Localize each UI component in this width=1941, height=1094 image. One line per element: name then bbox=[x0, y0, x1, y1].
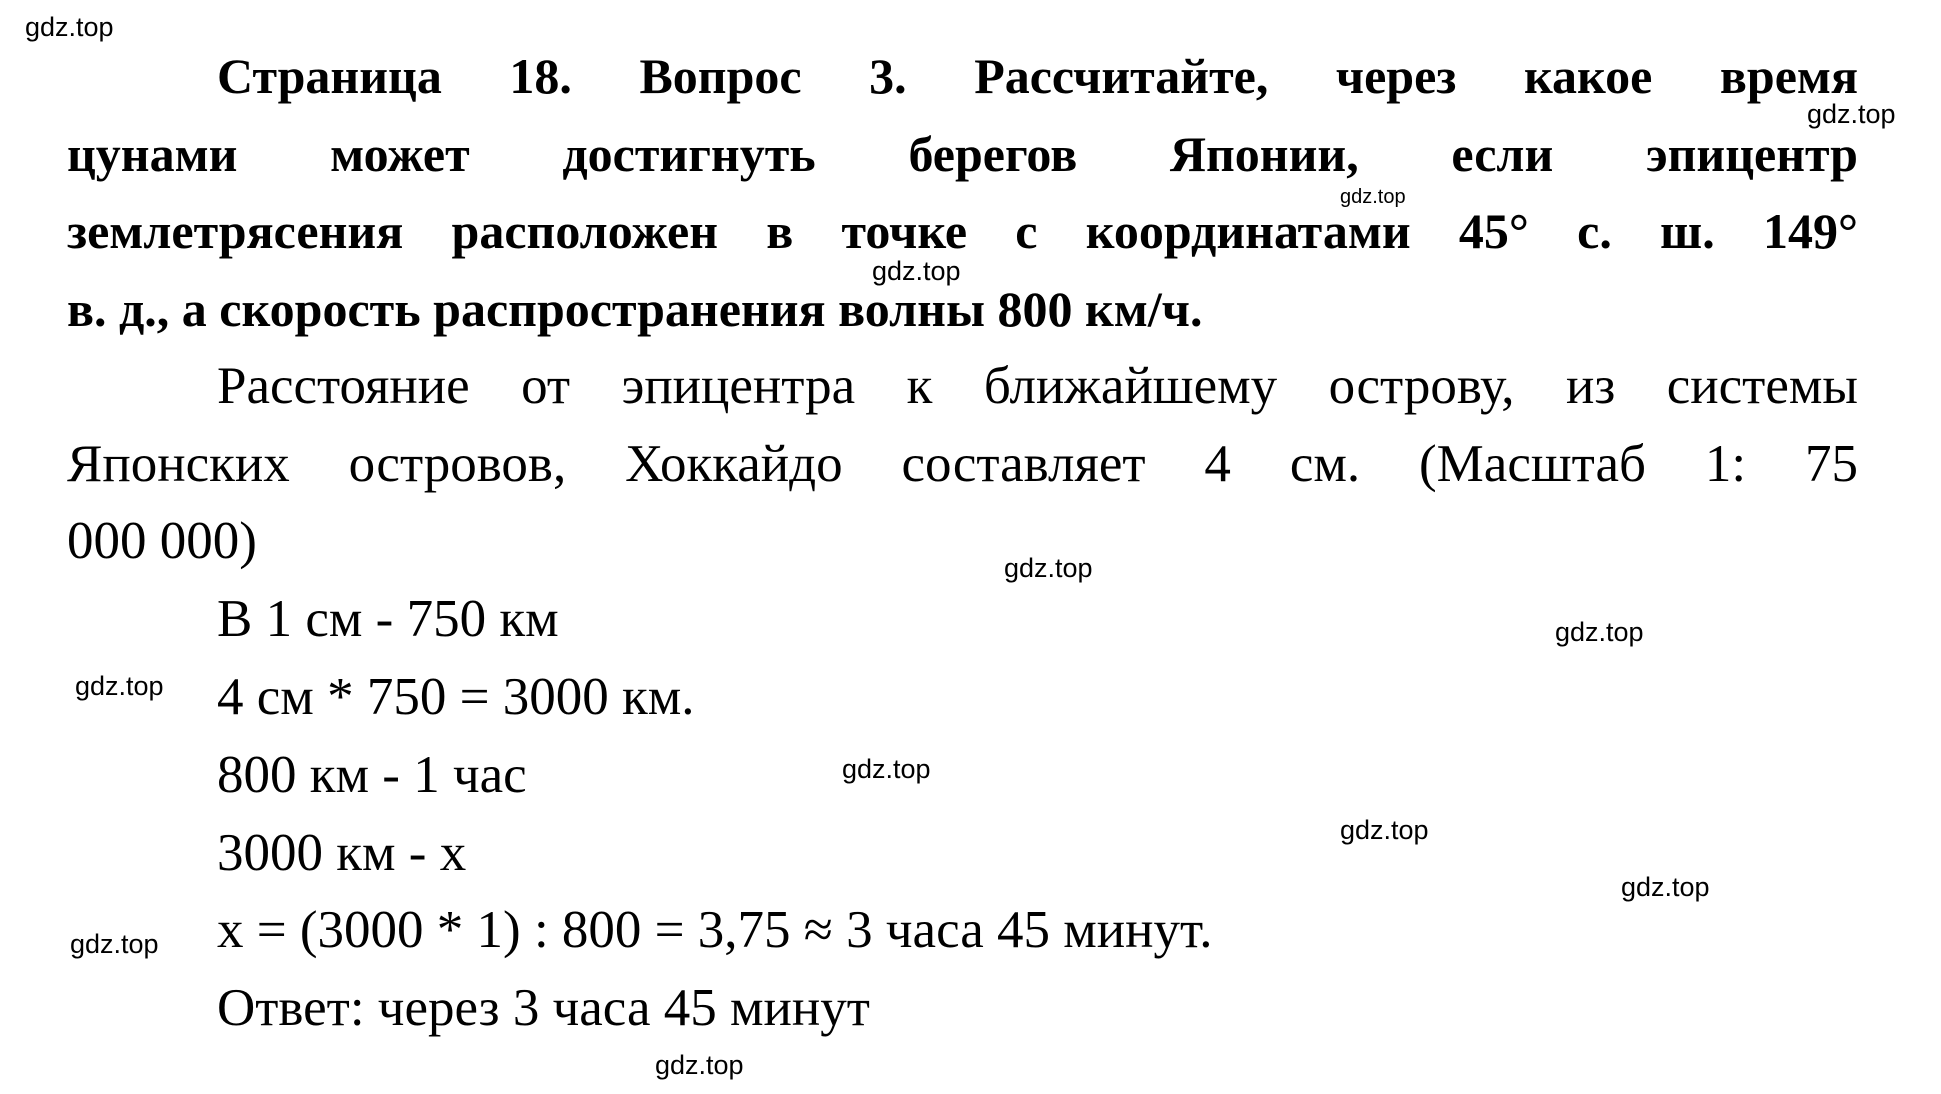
watermark: gdz.top bbox=[1004, 553, 1093, 583]
calc-step-4: 3000 км - х bbox=[217, 824, 467, 882]
question-line-1: Страница 18. Вопрос 3. Рассчитайте, через какое время bbox=[217, 48, 1858, 104]
watermark: gdz.top bbox=[842, 754, 931, 784]
watermark: gdz.top bbox=[1340, 815, 1429, 845]
answer-paragraph-line-3: 000 000) bbox=[67, 512, 257, 570]
question-line-4: в. д., а скорость распространения волны 800 км/ч. bbox=[67, 281, 1203, 337]
watermark: gdz.top bbox=[75, 671, 164, 701]
calc-step-3: 800 км - 1 час bbox=[217, 746, 527, 804]
watermark: gdz.top bbox=[1340, 186, 1406, 208]
calc-step-2: 4 см * 750 = 3000 км. bbox=[217, 668, 695, 726]
watermark: gdz.top bbox=[1621, 872, 1710, 902]
calc-step-1: В 1 см - 750 км bbox=[217, 590, 559, 648]
question-line-3: землетрясения расположен в точке с координатами 45° с. ш. 149° bbox=[67, 203, 1858, 259]
watermark: gdz.top bbox=[25, 12, 114, 42]
answer-paragraph-line-2: Японских островов, Хоккайдо составляет 4 см. (Масштаб 1: 75 bbox=[67, 435, 1858, 493]
question-line-2: цунами может достигнуть берегов Японии, если эпицентр bbox=[67, 126, 1858, 182]
final-answer: Ответ: через 3 часа 45 минут bbox=[217, 979, 870, 1037]
watermark: gdz.top bbox=[1555, 617, 1644, 647]
watermark: gdz.top bbox=[872, 256, 961, 286]
calc-step-5: х = (3000 * 1) : 800 = 3,75 ≈ 3 часа 45 минут. bbox=[217, 901, 1213, 959]
watermark: gdz.top bbox=[655, 1050, 744, 1080]
watermark: gdz.top bbox=[70, 929, 159, 959]
watermark: gdz.top bbox=[1807, 99, 1896, 129]
answer-paragraph-line-1: Расстояние от эпицентра к ближайшему острову, из системы bbox=[217, 357, 1858, 415]
